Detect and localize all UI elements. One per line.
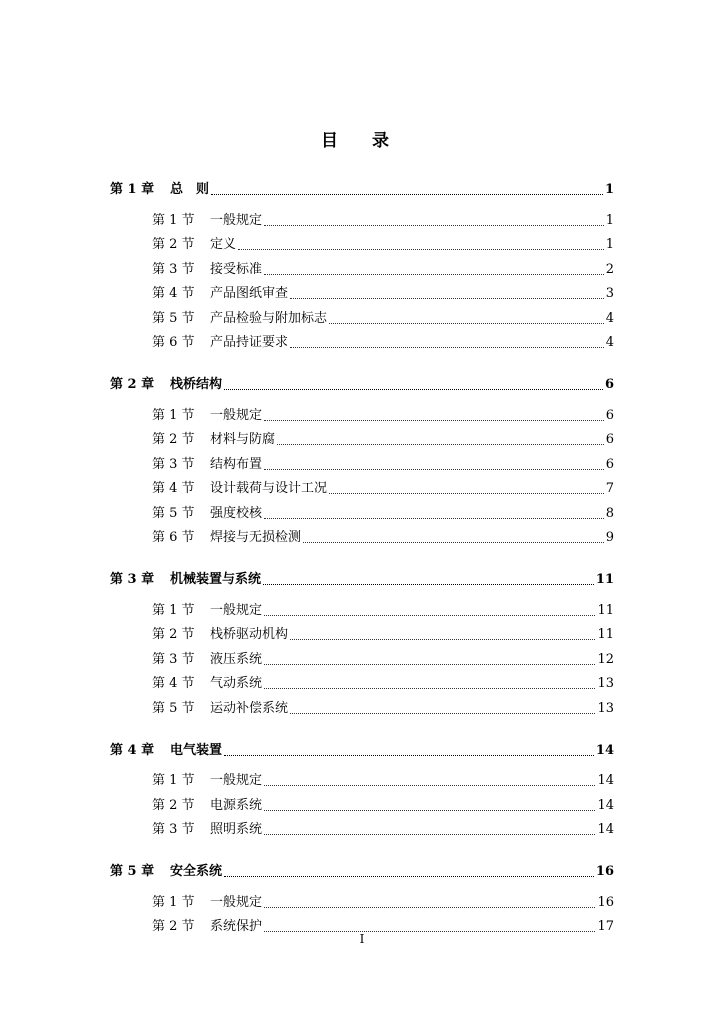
toc-section-entry[interactable]: [110, 643, 614, 668]
toc-section-entry-page: 1: [605, 212, 614, 228]
toc-chapter-entry-page: 1: [604, 182, 614, 197]
dot-leader: [264, 833, 595, 835]
toc-section-entry-page: 1: [605, 237, 614, 252]
toc-chapter-block: [110, 174, 614, 351]
toc-section-entry-title: 强度校核: [210, 505, 263, 521]
toc-section-entry-number: 第 1 节: [152, 212, 195, 228]
toc-chapter-entry-title: 栈桥结构: [170, 377, 223, 392]
toc-chapter-entry[interactable]: [110, 564, 614, 588]
toc-section-entry-title: 一般规定: [210, 602, 263, 618]
toc-section-entry[interactable]: [110, 278, 614, 303]
toc-section-entry-number: 第 4 节: [152, 676, 195, 691]
toc-section-entry[interactable]: [110, 594, 614, 619]
toc-section-entry-number: 第 3 节: [152, 261, 195, 277]
dot-leader: [277, 443, 604, 445]
toc-chapter-block: [110, 369, 614, 546]
toc-section-entry[interactable]: [110, 692, 614, 717]
dot-leader: [264, 517, 604, 519]
toc-section-entry-title: 设计载荷与设计工况: [210, 481, 328, 496]
toc-section-entry-number: 第 2 节: [152, 919, 195, 934]
toc-chapter-entry-number: 第 4 章: [110, 742, 155, 758]
toc-section-entry-number: 第 4 节: [152, 481, 195, 496]
toc-section-entry-page: 2: [605, 261, 614, 277]
toc-title: 目 录: [321, 131, 403, 151]
dot-leader: [264, 273, 604, 275]
dot-leader: [329, 492, 604, 494]
toc-chapter-entry[interactable]: [110, 856, 614, 880]
toc-section-entry-page: 12: [597, 651, 614, 667]
toc-section-entry[interactable]: [110, 399, 614, 424]
toc-section-entry-page: 8: [605, 505, 614, 521]
toc-section-entry-title: 定义: [210, 237, 237, 252]
toc-section-entry-page: 4: [605, 310, 614, 326]
toc-section-entry-title: 材料与防腐: [210, 432, 276, 447]
toc-section-entry-page: 13: [597, 676, 614, 691]
dot-leader: [264, 419, 604, 421]
toc-section-entry-page: 6: [605, 432, 614, 447]
toc-section-entry-number: 第 4 节: [152, 286, 195, 301]
toc-section-entry-title: 系统保护: [210, 919, 263, 934]
toc-chapter-entry-page: 11: [595, 572, 614, 587]
toc-section-entry[interactable]: [110, 886, 614, 911]
table-of-contents: [110, 174, 614, 953]
toc-section-entry[interactable]: [110, 668, 614, 693]
toc-section-entry-title: 一般规定: [210, 212, 263, 228]
toc-section-entry-page: 16: [597, 894, 614, 910]
toc-section-entry[interactable]: [110, 327, 614, 352]
toc-section-entry-title: 运动补偿系统: [210, 700, 289, 716]
dot-leader: [264, 784, 595, 786]
page-number-footer: I: [359, 932, 365, 946]
dot-leader: [264, 809, 595, 811]
toc-section-entry-page: 14: [597, 773, 614, 788]
toc-section-entry[interactable]: [110, 424, 614, 449]
toc-chapter-block: [110, 856, 614, 935]
toc-section-entry-title: 焊接与无损检测: [210, 530, 302, 545]
toc-chapter-entry-title: 安全系统: [170, 864, 223, 879]
toc-section-entry-title: 电源系统: [210, 797, 263, 813]
toc-section-entry-page: 4: [605, 335, 614, 350]
toc-section-entry[interactable]: [110, 473, 614, 498]
toc-section-entry[interactable]: [110, 522, 614, 547]
toc-section-entry[interactable]: [110, 448, 614, 473]
toc-section-entry-page: 17: [597, 919, 614, 934]
dot-leader: [264, 224, 604, 226]
toc-section-entry-title: 产品持证要求: [210, 335, 289, 350]
toc-chapter-entry-number: 第 3 章: [110, 572, 155, 587]
dot-leader: [264, 468, 604, 470]
toc-chapter-entry-title: 总 则: [170, 182, 210, 197]
toc-section-entry-title: 液压系统: [210, 651, 263, 667]
toc-section-entry[interactable]: [110, 765, 614, 790]
toc-chapter-entry-number: 第 1 章: [110, 182, 155, 197]
toc-section-entry-number: 第 2 节: [152, 432, 195, 447]
toc-chapter-entry-title: 机械装置与系统: [170, 572, 262, 587]
dot-leader: [329, 322, 604, 324]
dot-leader: [211, 193, 603, 195]
toc-section-entry-number: 第 5 节: [152, 700, 195, 716]
toc-section-entry-number: 第 3 节: [152, 456, 195, 472]
toc-section-entry[interactable]: [110, 253, 614, 278]
toc-section-entry-page: 14: [597, 822, 614, 837]
toc-section-entry-title: 照明系统: [210, 822, 263, 837]
dot-leader: [224, 754, 594, 756]
toc-section-entry-page: 7: [605, 481, 614, 496]
toc-chapter-entry-page: 6: [604, 377, 614, 392]
toc-section-entry-number: 第 1 节: [152, 602, 195, 618]
toc-section-entry-title: 产品检验与附加标志: [210, 310, 328, 326]
toc-section-entry-number: 第 6 节: [152, 530, 195, 545]
toc-section-entry-title: 接受标准: [210, 261, 263, 277]
toc-section-entry[interactable]: [110, 497, 614, 522]
toc-section-entry[interactable]: [110, 204, 614, 229]
toc-section-entry-title: 产品图纸审查: [210, 286, 289, 301]
toc-section-entry-number: 第 3 节: [152, 822, 195, 837]
toc-chapter-entry-number: 第 2 章: [110, 377, 155, 392]
toc-section-entry-page: 6: [605, 456, 614, 472]
toc-section-entry-title: 气动系统: [210, 676, 263, 691]
toc-section-entry[interactable]: [110, 814, 614, 839]
dot-leader: [263, 583, 594, 585]
toc-section-entry-number: 第 5 节: [152, 310, 195, 326]
toc-section-entry-number: 第 2 节: [152, 797, 195, 813]
toc-section-entry-title: 栈桥驱动机构: [210, 627, 289, 642]
dot-leader: [224, 875, 594, 877]
dot-leader: [303, 541, 604, 543]
toc-chapter-block: [110, 564, 614, 717]
toc-section-entry-page: 6: [605, 407, 614, 423]
toc-chapter-block: [110, 735, 614, 839]
toc-section-entry[interactable]: [110, 302, 614, 327]
toc-section-entry-page: 11: [597, 627, 614, 642]
toc-section-entry-number: 第 2 节: [152, 237, 195, 252]
dot-leader: [290, 297, 604, 299]
toc-section-entry-title: 一般规定: [210, 773, 263, 788]
toc-section-entry-number: 第 2 节: [152, 627, 195, 642]
dot-leader: [290, 712, 595, 714]
toc-chapter-entry-page: 14: [595, 742, 614, 758]
dot-leader: [238, 248, 604, 250]
dot-leader: [264, 614, 595, 616]
toc-chapter-entry-title: 电气装置: [170, 742, 223, 758]
dot-leader: [264, 906, 595, 908]
toc-section-entry-page: 3: [605, 286, 614, 301]
toc-section-entry[interactable]: [110, 789, 614, 814]
toc-section-entry-number: 第 1 节: [152, 407, 195, 423]
toc-section-entry[interactable]: [110, 229, 614, 254]
toc-section-entry-number: 第 5 节: [152, 505, 195, 521]
toc-section-entry-page: 14: [597, 797, 614, 813]
toc-section-entry-number: 第 3 节: [152, 651, 195, 667]
dot-leader: [290, 638, 595, 640]
toc-section-entry-page: 11: [597, 602, 614, 618]
toc-chapter-entry[interactable]: [110, 174, 614, 198]
dot-leader: [264, 663, 595, 665]
dot-leader: [290, 346, 604, 348]
toc-chapter-entry-page: 16: [595, 864, 614, 879]
toc-section-entry-page: 13: [597, 700, 614, 716]
toc-chapter-entry-number: 第 5 章: [110, 864, 155, 879]
toc-section-entry-page: 9: [605, 530, 614, 545]
toc-section-entry[interactable]: [110, 619, 614, 644]
toc-section-entry-number: 第 6 节: [152, 335, 195, 350]
dot-leader: [264, 687, 595, 689]
toc-section-entry-title: 结构布置: [210, 456, 263, 472]
toc-chapter-entry[interactable]: [110, 369, 614, 393]
toc-section-entry-number: 第 1 节: [152, 773, 195, 788]
toc-section-entry-title: 一般规定: [210, 894, 263, 910]
dot-leader: [224, 388, 603, 390]
toc-section-entry-number: 第 1 节: [152, 894, 195, 910]
toc-chapter-entry[interactable]: [110, 735, 614, 759]
toc-section-entry-title: 一般规定: [210, 407, 263, 423]
